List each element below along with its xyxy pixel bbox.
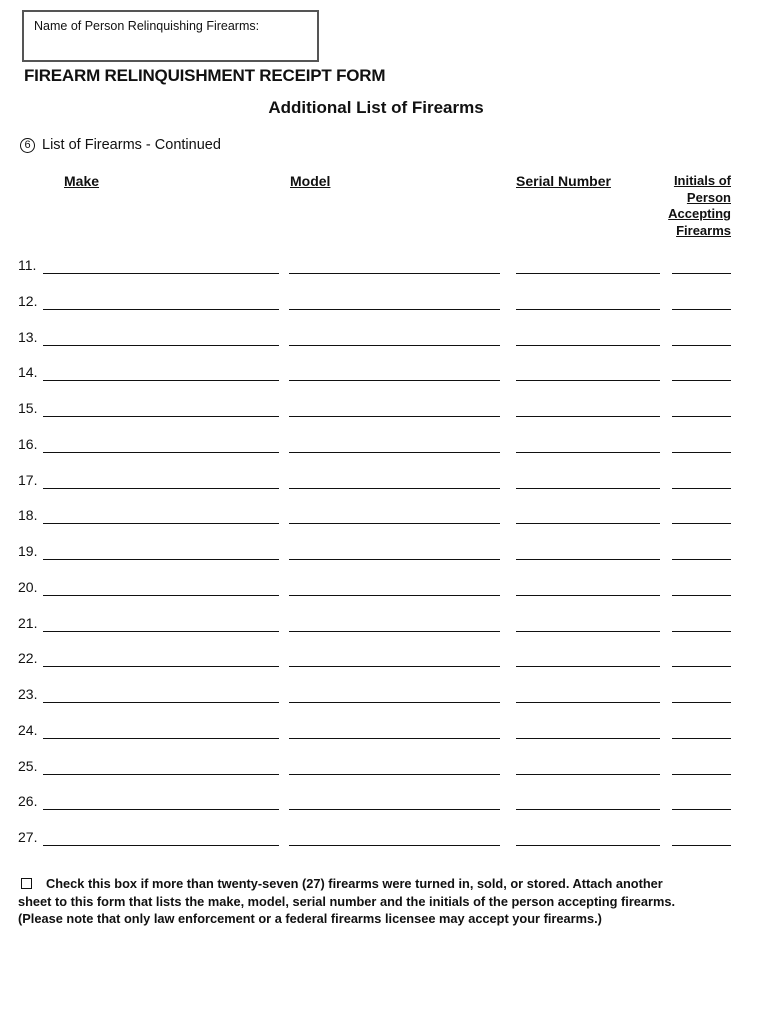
make-field[interactable]	[43, 774, 279, 775]
initials-field[interactable]	[672, 345, 731, 346]
serial-number-field[interactable]	[516, 345, 660, 346]
serial-number-field[interactable]	[516, 845, 660, 846]
initials-field[interactable]	[672, 273, 731, 274]
firearm-row	[0, 615, 770, 635]
firearm-row	[0, 364, 770, 384]
initials-field[interactable]	[672, 774, 731, 775]
firearm-row	[0, 329, 770, 349]
model-field[interactable]	[289, 809, 500, 810]
firearm-row	[0, 507, 770, 527]
make-field[interactable]	[43, 702, 279, 703]
initials-field[interactable]	[672, 559, 731, 560]
model-field[interactable]	[289, 309, 500, 310]
model-field[interactable]	[289, 738, 500, 739]
section-heading	[20, 137, 221, 153]
firearm-row	[0, 722, 770, 742]
column-header-serial-number: Serial Number	[516, 173, 611, 189]
firearm-row	[0, 793, 770, 813]
row-number: 23.	[18, 686, 38, 702]
serial-number-field[interactable]	[516, 666, 660, 667]
more-firearms-checkbox[interactable]	[21, 878, 32, 889]
column-header-make: Make	[64, 173, 100, 189]
name-field-box[interactable]	[22, 10, 319, 62]
make-field[interactable]	[43, 416, 279, 417]
make-field[interactable]	[43, 452, 279, 453]
row-number: 13.	[18, 328, 38, 345]
serial-number-field[interactable]	[516, 631, 660, 632]
make-field[interactable]	[43, 523, 279, 524]
initials-header-line: Accepting	[668, 206, 731, 221]
notice-line-2: sheet to this form that lists the make, model, serial number and the initials of the person accepting firearms.	[18, 893, 676, 909]
initials-field[interactable]	[672, 738, 731, 739]
row-number: 20.	[18, 578, 38, 595]
row-number: 11.	[18, 257, 37, 273]
serial-number-field[interactable]	[516, 702, 660, 703]
row-number: 25.	[18, 757, 38, 774]
row-number: 14.	[18, 364, 38, 381]
model-field[interactable]	[289, 631, 500, 632]
serial-number-field[interactable]	[516, 273, 660, 274]
serial-number-field[interactable]	[516, 452, 660, 453]
firearm-row	[0, 257, 770, 277]
model-field[interactable]	[289, 488, 500, 489]
initials-field[interactable]	[672, 666, 731, 667]
serial-number-field[interactable]	[516, 416, 660, 417]
initials-field[interactable]	[672, 523, 731, 524]
name-field-label: Name of Person Relinquishing Firearms:	[34, 19, 260, 33]
notice-line-3: (Please note that only law enforcement or a federal firearms licensee may accept your firearms.)	[18, 911, 602, 926]
model-field[interactable]	[289, 273, 500, 274]
row-number: 15.	[18, 400, 38, 416]
make-field[interactable]	[43, 309, 279, 310]
section-title: List of Firearms - Continued	[42, 137, 221, 153]
firearm-row	[0, 436, 770, 456]
make-field[interactable]	[43, 845, 279, 846]
model-field[interactable]	[289, 595, 500, 596]
firearm-row	[0, 472, 770, 492]
make-field[interactable]	[43, 273, 279, 274]
row-number: 12.	[18, 292, 38, 309]
row-number: 16.	[18, 435, 38, 452]
row-number: 22.	[18, 650, 38, 667]
row-number: 24.	[18, 721, 38, 738]
make-field[interactable]	[43, 380, 279, 381]
model-field[interactable]	[289, 452, 500, 453]
initials-field[interactable]	[672, 595, 731, 596]
form-subtitle: Additional List of Firearms	[268, 98, 484, 117]
make-field[interactable]	[43, 738, 279, 739]
model-field[interactable]	[289, 345, 500, 346]
model-field[interactable]	[289, 666, 500, 667]
initials-header-line: Initials of	[673, 173, 731, 188]
row-number: 27.	[18, 829, 38, 845]
firearm-row	[0, 758, 770, 778]
form-title: FIREARM RELINQUISHMENT RECEIPT FORM	[24, 66, 386, 85]
initials-field[interactable]	[672, 631, 731, 632]
model-field[interactable]	[289, 774, 500, 775]
firearm-row	[0, 829, 770, 849]
initials-field[interactable]	[672, 309, 731, 310]
firearm-row	[0, 543, 770, 563]
initials-header-line: Person	[686, 189, 731, 205]
initials-header-line: Firearms	[676, 222, 731, 238]
firearm-row	[0, 293, 770, 313]
column-header-initials	[641, 173, 731, 239]
initials-field[interactable]	[672, 845, 731, 846]
firearm-row	[0, 400, 770, 420]
firearm-row	[0, 579, 770, 599]
row-number: 17.	[18, 471, 38, 488]
firearm-row	[0, 650, 770, 670]
serial-number-field[interactable]	[516, 309, 660, 310]
firearm-row	[0, 686, 770, 706]
model-field[interactable]	[289, 380, 500, 381]
row-number: 21.	[18, 614, 38, 631]
serial-number-field[interactable]	[516, 774, 660, 775]
initials-field[interactable]	[672, 702, 731, 703]
initials-field[interactable]	[672, 452, 731, 453]
make-field[interactable]	[43, 595, 279, 596]
make-field[interactable]	[43, 559, 279, 560]
notice-line-1: Check this box if more than twenty-seven (27) firearms were turned in, sold, or stored. Attach another	[46, 876, 663, 891]
column-header-model: Model	[290, 173, 331, 189]
make-field[interactable]	[43, 666, 279, 667]
more-firearms-notice	[18, 875, 734, 928]
serial-number-field[interactable]	[516, 595, 660, 596]
section-number-badge: 6	[20, 138, 35, 153]
model-field[interactable]	[289, 416, 500, 417]
row-number: 18.	[18, 507, 38, 524]
row-number: 26.	[18, 793, 38, 810]
serial-number-field[interactable]	[516, 380, 660, 381]
row-number: 19.	[18, 543, 38, 559]
make-field[interactable]	[43, 631, 279, 632]
make-field[interactable]	[43, 345, 279, 346]
initials-field[interactable]	[672, 380, 731, 381]
model-field[interactable]	[289, 845, 500, 846]
model-field[interactable]	[289, 702, 500, 703]
serial-number-field[interactable]	[516, 809, 660, 810]
serial-number-field[interactable]	[516, 523, 660, 524]
serial-number-field[interactable]	[516, 488, 660, 489]
make-field[interactable]	[43, 488, 279, 489]
serial-number-field[interactable]	[516, 559, 660, 560]
model-field[interactable]	[289, 523, 500, 524]
initials-field[interactable]	[672, 488, 731, 489]
make-field[interactable]	[43, 809, 279, 810]
model-field[interactable]	[289, 559, 500, 560]
serial-number-field[interactable]	[516, 738, 660, 739]
initials-field[interactable]	[672, 809, 731, 810]
initials-field[interactable]	[672, 416, 731, 417]
